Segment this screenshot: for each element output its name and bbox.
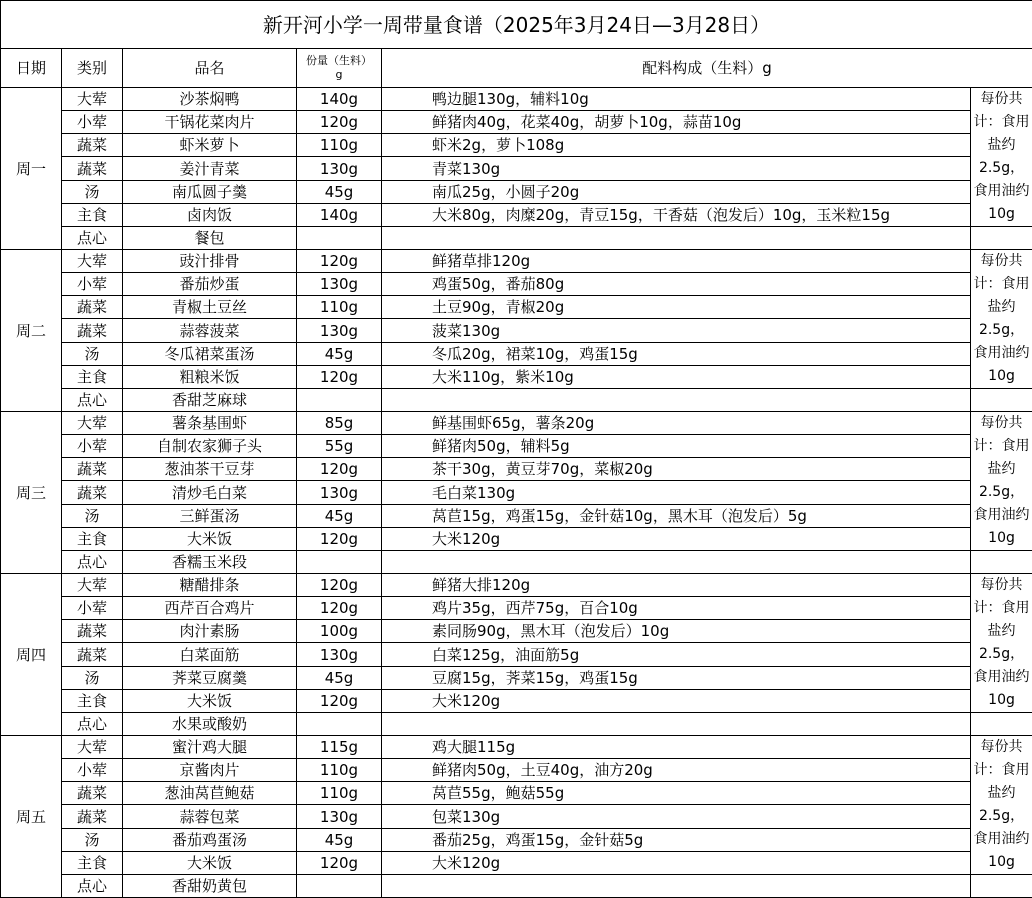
category-cell: 汤 [62, 342, 123, 365]
portion-cell: 120g [297, 689, 382, 712]
header-row [1, 49, 1032, 88]
portion-cell: 120g [297, 365, 382, 388]
ingredients-cell: 鸡蛋50g，番茄80g [382, 273, 971, 296]
table-row [1, 319, 1032, 342]
day-label: 周五 [1, 736, 62, 898]
ingredients-cell: 茶干30g，黄豆芽70g，菜椒20g [382, 458, 971, 481]
day-label: 周四 [1, 574, 62, 736]
portion-cell: 130g [297, 643, 382, 666]
total-blank-cell [971, 389, 1032, 412]
ingredients-cell: 包菜130g [382, 805, 971, 828]
portion-cell: 110g [297, 782, 382, 805]
ingredients-cell: 毛白菜130g [382, 481, 971, 504]
ingredients-cell: 大米120g [382, 851, 971, 874]
table-row [1, 851, 1032, 874]
ingredients-cell: 鲜猪肉40g，花菜40g，胡萝卜10g，蒜苗10g [382, 111, 971, 134]
table-row [1, 689, 1032, 712]
table-row [1, 527, 1032, 550]
table-row [1, 342, 1032, 365]
ingredients-cell: 土豆90g，青椒20g [382, 296, 971, 319]
dish-name-cell: 三鲜蛋汤 [123, 504, 297, 527]
table-row [1, 296, 1032, 319]
dish-name-cell: 青椒土豆丝 [123, 296, 297, 319]
table-row [1, 643, 1032, 666]
ingredients-cell: 鲜猪肉50g，土豆40g，油方20g [382, 759, 971, 782]
category-cell: 汤 [62, 666, 123, 689]
daily-total-note: 每份共计：食用盐约2.5g，食用油约10g [971, 88, 1032, 227]
dish-name-cell: 自制农家狮子头 [123, 435, 297, 458]
ingredients-cell [382, 227, 971, 250]
table-row [1, 227, 1032, 250]
category-cell: 主食 [62, 365, 123, 388]
dish-name-cell: 大米饭 [123, 527, 297, 550]
dish-name-cell: 清炒毛白菜 [123, 481, 297, 504]
category-cell: 点心 [62, 713, 123, 736]
header-portion-line1: 份量（生料） [297, 54, 381, 68]
day-label: 周三 [1, 412, 62, 574]
table-row [1, 389, 1032, 412]
category-cell: 点心 [62, 227, 123, 250]
ingredients-cell: 大米80g，肉糜20g，青豆15g，干香菇（泡发后）10g，玉米粒15g [382, 203, 971, 226]
portion-cell [297, 227, 382, 250]
category-cell: 汤 [62, 828, 123, 851]
ingredients-cell: 大米120g [382, 527, 971, 550]
portion-cell: 110g [297, 134, 382, 157]
daily-total-note: 每份共计：食用盐约2.5g，食用油约10g [971, 250, 1032, 389]
dish-name-cell: 番茄鸡蛋汤 [123, 828, 297, 851]
category-cell: 蔬菜 [62, 296, 123, 319]
category-cell: 小荤 [62, 597, 123, 620]
category-cell: 蔬菜 [62, 643, 123, 666]
category-cell: 蔬菜 [62, 620, 123, 643]
portion-cell: 120g [297, 574, 382, 597]
dish-name-cell: 虾米萝卜 [123, 134, 297, 157]
table-row [1, 782, 1032, 805]
category-cell: 主食 [62, 689, 123, 712]
portion-cell: 45g [297, 504, 382, 527]
dish-name-cell: 葱油莴苣鲍菇 [123, 782, 297, 805]
category-cell: 蔬菜 [62, 805, 123, 828]
table-row [1, 250, 1032, 273]
table-row [1, 365, 1032, 388]
table-row [1, 435, 1032, 458]
ingredients-cell: 鲜基围虾65g，薯条20g [382, 412, 971, 435]
portion-cell: 140g [297, 203, 382, 226]
portion-cell: 130g [297, 481, 382, 504]
page-title: 新开河小学一周带量食谱（2025年3月24日—3月28日） [1, 1, 1032, 49]
dish-name-cell: 粗粮米饭 [123, 365, 297, 388]
category-cell: 主食 [62, 851, 123, 874]
portion-cell [297, 551, 382, 574]
total-blank-cell [971, 227, 1032, 250]
category-cell: 大荤 [62, 736, 123, 759]
ingredients-cell: 冬瓜20g，裙菜10g，鸡蛋15g [382, 342, 971, 365]
dish-name-cell: 荠菜豆腐羹 [123, 666, 297, 689]
table-row [1, 481, 1032, 504]
portion-cell: 45g [297, 666, 382, 689]
portion-cell: 120g [297, 851, 382, 874]
category-cell: 蔬菜 [62, 782, 123, 805]
category-cell: 主食 [62, 527, 123, 550]
portion-cell: 45g [297, 342, 382, 365]
dish-name-cell: 豉汁排骨 [123, 250, 297, 273]
category-cell: 小荤 [62, 435, 123, 458]
ingredients-cell [382, 551, 971, 574]
table-row [1, 620, 1032, 643]
category-cell: 点心 [62, 551, 123, 574]
dish-name-cell: 姜汁青菜 [123, 157, 297, 180]
category-cell: 汤 [62, 180, 123, 203]
daily-total-note: 每份共计：食用盐约2.5g，食用油约10g [971, 412, 1032, 551]
category-cell: 大荤 [62, 88, 123, 111]
header-date: 日期 [1, 49, 62, 88]
header-dish: 品名 [123, 49, 297, 88]
portion-cell: 130g [297, 805, 382, 828]
dish-name-cell: 肉汁素肠 [123, 620, 297, 643]
portion-cell: 120g [297, 111, 382, 134]
table-row [1, 713, 1032, 736]
category-cell: 小荤 [62, 273, 123, 296]
portion-cell: 130g [297, 157, 382, 180]
portion-cell: 120g [297, 597, 382, 620]
ingredients-cell: 南瓜25g，小圆子20g [382, 180, 971, 203]
ingredients-cell [382, 713, 971, 736]
ingredients-cell: 大米120g [382, 689, 971, 712]
day-label: 周一 [1, 88, 62, 250]
ingredients-cell: 鸭边腿130g，辅料10g [382, 88, 971, 111]
ingredients-cell: 莴苣55g，鲍菇55g [382, 782, 971, 805]
header-portion-line2: g [297, 68, 381, 82]
dish-name-cell: 蒜蓉包菜 [123, 805, 297, 828]
dish-name-cell: 餐包 [123, 227, 297, 250]
portion-cell: 130g [297, 319, 382, 342]
dish-name-cell: 京酱肉片 [123, 759, 297, 782]
portion-cell: 100g [297, 620, 382, 643]
table-row [1, 828, 1032, 851]
portion-cell: 110g [297, 296, 382, 319]
table-row [1, 666, 1032, 689]
dish-name-cell: 白菜面筋 [123, 643, 297, 666]
ingredients-cell: 鲜猪大排120g [382, 574, 971, 597]
dish-name-cell: 大米饭 [123, 851, 297, 874]
dish-name-cell: 卤肉饭 [123, 203, 297, 226]
category-cell: 汤 [62, 504, 123, 527]
ingredients-cell: 豆腐15g，荠菜15g，鸡蛋15g [382, 666, 971, 689]
dish-name-cell: 蜜汁鸡大腿 [123, 736, 297, 759]
portion-cell: 130g [297, 273, 382, 296]
day-label: 周二 [1, 250, 62, 412]
total-blank-cell [971, 875, 1032, 898]
table-row [1, 551, 1032, 574]
total-blank-cell [971, 551, 1032, 574]
category-cell: 点心 [62, 389, 123, 412]
category-cell: 小荤 [62, 759, 123, 782]
table-row [1, 875, 1032, 898]
table-row [1, 736, 1032, 759]
table-row [1, 134, 1032, 157]
portion-cell: 120g [297, 250, 382, 273]
table-row [1, 273, 1032, 296]
category-cell: 点心 [62, 875, 123, 898]
ingredients-cell: 素同肠90g，黑木耳（泡发后）10g [382, 620, 971, 643]
portion-cell: 85g [297, 412, 382, 435]
table-row [1, 412, 1032, 435]
portion-cell: 115g [297, 736, 382, 759]
ingredients-cell: 鲜猪肉50g，辅料5g [382, 435, 971, 458]
table-row [1, 458, 1032, 481]
table-row [1, 504, 1032, 527]
table-row [1, 180, 1032, 203]
dish-name-cell: 香甜奶黄包 [123, 875, 297, 898]
ingredients-cell: 莴苣15g，鸡蛋15g，金针菇10g，黑木耳（泡发后）5g [382, 504, 971, 527]
category-cell: 蔬菜 [62, 481, 123, 504]
dish-name-cell: 干锅花菜肉片 [123, 111, 297, 134]
dish-name-cell: 番茄炒蛋 [123, 273, 297, 296]
daily-total-note: 每份共计：食用盐约2.5g，食用油约10g [971, 574, 1032, 713]
portion-cell [297, 389, 382, 412]
portion-cell: 140g [297, 88, 382, 111]
dish-name-cell: 沙茶焖鸭 [123, 88, 297, 111]
dish-name-cell: 香甜芝麻球 [123, 389, 297, 412]
portion-cell: 110g [297, 759, 382, 782]
header-portion [297, 49, 382, 88]
category-cell: 大荤 [62, 574, 123, 597]
table-row [1, 111, 1032, 134]
ingredients-cell: 鲜猪草排120g [382, 250, 971, 273]
category-cell: 蔬菜 [62, 458, 123, 481]
dish-name-cell: 蒜蓉菠菜 [123, 319, 297, 342]
dish-name-cell: 薯条基围虾 [123, 412, 297, 435]
category-cell: 蔬菜 [62, 319, 123, 342]
ingredients-cell: 鸡片35g，西芹75g，百合10g [382, 597, 971, 620]
category-cell: 大荤 [62, 250, 123, 273]
title-row [1, 1, 1032, 49]
category-cell: 小荤 [62, 111, 123, 134]
total-blank-cell [971, 713, 1032, 736]
dish-name-cell: 西芹百合鸡片 [123, 597, 297, 620]
header-category: 类别 [62, 49, 123, 88]
table-row [1, 597, 1032, 620]
ingredients-cell: 青菜130g [382, 157, 971, 180]
dish-name-cell: 水果或酸奶 [123, 713, 297, 736]
ingredients-cell: 虾米2g，萝卜108g [382, 134, 971, 157]
category-cell: 蔬菜 [62, 157, 123, 180]
table-row [1, 759, 1032, 782]
portion-cell: 45g [297, 828, 382, 851]
category-cell: 主食 [62, 203, 123, 226]
dish-name-cell: 香糯玉米段 [123, 551, 297, 574]
category-cell: 蔬菜 [62, 134, 123, 157]
ingredients-cell: 白菜125g，油面筋5g [382, 643, 971, 666]
table-row [1, 203, 1032, 226]
dish-name-cell: 葱油茶干豆芽 [123, 458, 297, 481]
portion-cell: 55g [297, 435, 382, 458]
dish-name-cell: 大米饭 [123, 689, 297, 712]
table-row [1, 88, 1032, 111]
ingredients-cell: 番茄25g，鸡蛋15g，金针菇5g [382, 828, 971, 851]
header-ingredients: 配料构成（生料）g [382, 49, 1032, 88]
ingredients-cell: 菠菜130g [382, 319, 971, 342]
portion-cell: 120g [297, 527, 382, 550]
category-cell: 大荤 [62, 412, 123, 435]
dish-name-cell: 南瓜圆子羹 [123, 180, 297, 203]
dish-name-cell: 糖醋排条 [123, 574, 297, 597]
daily-total-note: 每份共计：食用盐约2.5g，食用油约10g [971, 736, 1032, 875]
portion-cell [297, 875, 382, 898]
table-row [1, 157, 1032, 180]
table-row [1, 805, 1032, 828]
ingredients-cell: 鸡大腿115g [382, 736, 971, 759]
ingredients-cell: 大米110g，紫米10g [382, 365, 971, 388]
portion-cell: 45g [297, 180, 382, 203]
ingredients-cell [382, 875, 971, 898]
ingredients-cell [382, 389, 971, 412]
table-row [1, 574, 1032, 597]
portion-cell [297, 713, 382, 736]
portion-cell: 120g [297, 458, 382, 481]
dish-name-cell: 冬瓜裙菜蛋汤 [123, 342, 297, 365]
